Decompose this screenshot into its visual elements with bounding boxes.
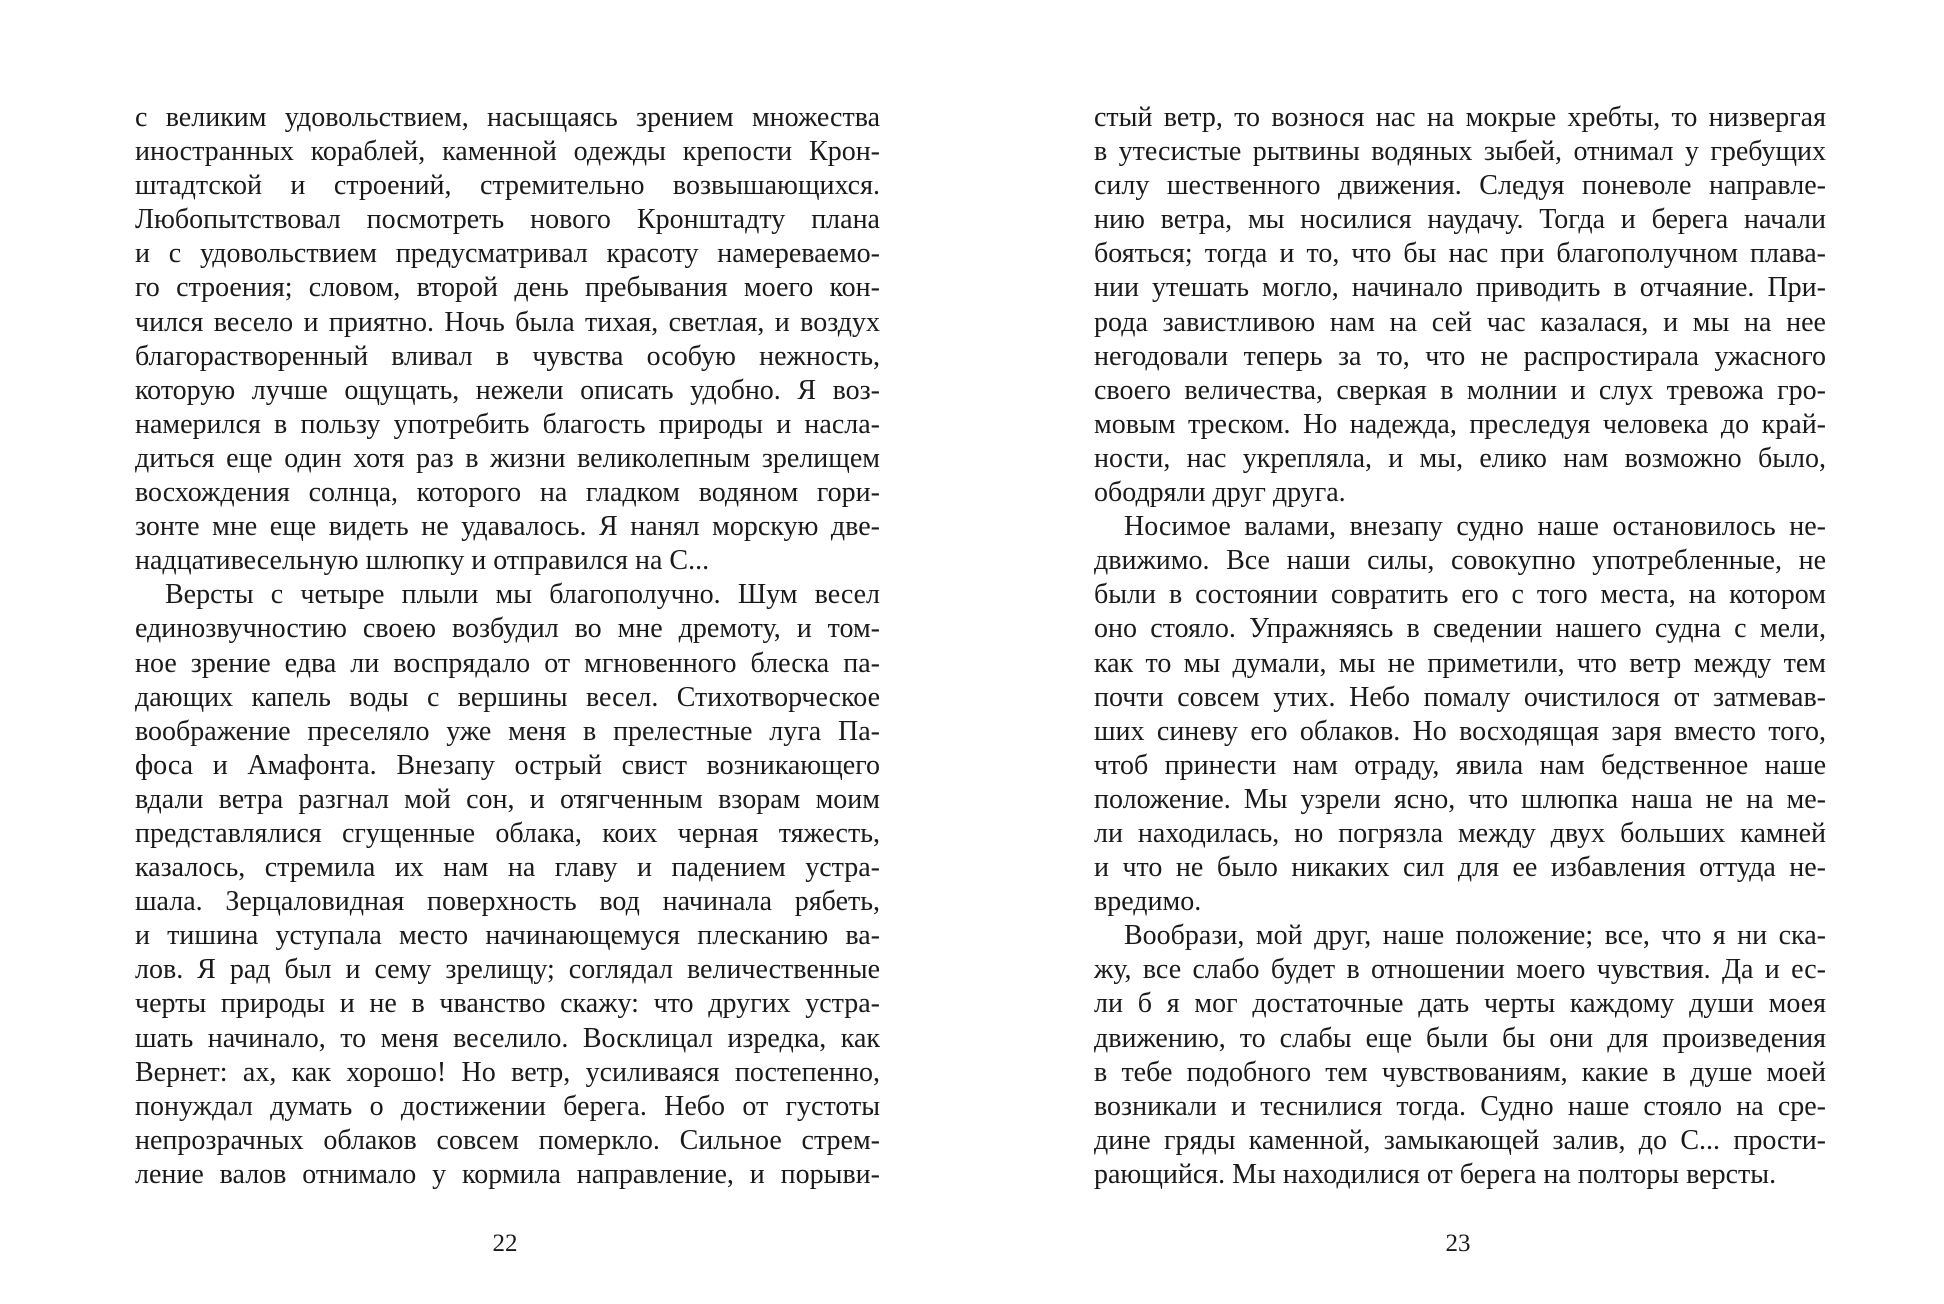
page-number-right: 23: [1445, 1230, 1471, 1257]
text-line: непрозрачных облаков совсем померкло. Сильное стрем-: [135, 1124, 880, 1156]
text-line: мовым треском. Но надежда, преследуя человека до край-: [1094, 408, 1826, 440]
text-line: нии утешать могло, начинало приводить в отчаяние. При-: [1094, 272, 1826, 304]
text-line: единозвучностию своею возбудил во мне дремоту, и том-: [135, 613, 880, 645]
text-line: с великим удовольствием, насыщаясь зрением множества: [135, 102, 880, 133]
text-line: намерился в пользу употребить благость природы и насла-: [135, 408, 880, 440]
text-line: движимо. Все наши силы, совокупно употребленные, не: [1094, 545, 1826, 577]
text-line: оно стояло. Упражняясь в сведении нашего судна с мели,: [1094, 613, 1826, 645]
text-line: шать начинало, то меня веселило. Восклицал изредка, как: [135, 1022, 880, 1054]
text-line: бояться; тогда и то, что бы нас при благополучном плава-: [1094, 238, 1826, 270]
text-line: ности, нас укрепляла, и мы, елико нам возможно было,: [1094, 442, 1826, 474]
text-line: ободряли друг друга.: [1094, 477, 1346, 509]
text-line: благорастворенный вливал в чувства особую нежность,: [135, 340, 880, 372]
text-line: силу шественного движения. Следуя поневоле направле-: [1094, 170, 1826, 202]
text-line: стый ветр, то вознося нас на мокрые хребты, то низвергая: [1094, 102, 1826, 133]
text-line: которую лучше ощущать, нежели описать удобно. Я воз-: [135, 374, 880, 406]
text-line: понуждал думать о достижении берега. Небо от густоты: [135, 1090, 880, 1122]
text-line: рающийся. Мы находилися от берега на полторы версты.: [1094, 1158, 1777, 1190]
text-line: и что не было никаких сил для ее избавления оттуда не-: [1094, 852, 1826, 884]
text-line: и тишина уступала место начинающемуся плесканию ва-: [135, 920, 880, 952]
text-line: ли б я мог достаточные дать черты каждому души моея: [1094, 988, 1826, 1020]
text-line: положение. Мы узрели ясно, что шлюпка наша не на ме-: [1094, 783, 1826, 815]
text-line: шала. Зерцаловидная поверхность вод начинала рябеть,: [135, 886, 880, 918]
text-line: рода завистливою нам на сей час казалася, и мы на нее: [1094, 306, 1826, 338]
text-line: ное зрение едва ли воспрядало от мгновенного блеска па-: [135, 647, 880, 679]
text-line: чтоб принести нам отраду, явила нам бедственное наше: [1094, 749, 1826, 781]
text-line: в утесистые рытвины водяных зыбей, отнимал у гребущих: [1094, 136, 1826, 168]
text-line: своего величества, сверкая в молнии и слух тревожа гро-: [1094, 374, 1826, 406]
text-line: вредимо.: [1094, 886, 1202, 918]
text-line: Версты с четыре плыли мы благополучно. Шум весел: [165, 579, 880, 611]
text-line: движению, то слабы еще были бы они для произведения: [1094, 1022, 1826, 1054]
text-line: ших синеву его облаков. Но восходящая заря вместо того,: [1094, 715, 1826, 747]
text-line: в тебе подобного тем чувствованиям, какие в душе моей: [1094, 1056, 1826, 1088]
text-line: зонте мне еще видеть не удавалось. Я нанял морскую две-: [135, 511, 880, 543]
text-line: представлялися сгущенные облака, коих черная тяжесть,: [135, 817, 880, 849]
text-line: ли находилась, но погрязла между двух больших камней: [1094, 817, 1826, 849]
text-line: Носимое валами, внезапу судно наше остановилось не-: [1124, 511, 1826, 543]
text-line: штадтской и строений, стремительно возвышающихся.: [135, 170, 880, 202]
page-number-left: 22: [492, 1230, 518, 1257]
text-line: черты природы и не в чванство скажу: что других устра-: [135, 988, 880, 1020]
text-line: казалось, стремила их нам на главу и падением устра-: [135, 852, 880, 884]
left-page-text: [135, 101, 880, 1192]
text-line: лов. Я рад был и сему зрелищу; соглядал величественные: [135, 954, 880, 986]
text-line: как то мы думали, мы не приметили, что ветр между тем: [1094, 647, 1826, 679]
text-line: го строения; словом, второй день пребывания моего кон-: [135, 272, 880, 304]
text-line: диться еще один хотя раз в жизни великолепным зрелищем: [135, 442, 880, 474]
text-line: Любопытствовал посмотреть нового Кронштадту плана: [135, 204, 880, 236]
text-line: Вообрази, мой друг, наше положение; все, что я ни ска-: [1124, 920, 1826, 952]
text-line: возникали и теснилися тогда. Судно наше стояло на сре-: [1094, 1090, 1826, 1122]
text-line: дине гряды каменной, замыкающей залив, до С... прости-: [1094, 1124, 1826, 1156]
right-page-text: [1094, 101, 1826, 1192]
text-line: были в состоянии совратить его с того места, на котором: [1094, 579, 1826, 611]
text-line: почти совсем утих. Небо помалу очистилося от затмевав-: [1094, 681, 1826, 713]
text-line: вдали ветра разгнал мой сон, и отягченным взорам моим: [135, 783, 880, 815]
text-line: восхождения солнца, которого на гладком водяном гори-: [135, 477, 880, 509]
text-line: ление валов отнимало у кормила направление, и порыви-: [135, 1158, 880, 1190]
text-line: иностранных кораблей, каменной одежды крепости Крон-: [135, 136, 880, 168]
text-line: чился весело и приятно. Ночь была тихая, светлая, и воздух: [135, 306, 880, 338]
text-line: Вернет: ах, как хорошо! Но ветр, усиливаяся постепенно,: [135, 1056, 880, 1088]
text-line: дающих капель воды с вершины весел. Стихотворческое: [135, 681, 880, 713]
text-line: нию ветра, мы носилися наудачу. Тогда и берега начали: [1094, 204, 1826, 236]
text-line: и с удовольствием предусматривал красоту намереваемо-: [135, 238, 880, 270]
text-line: фоса и Амафонта. Внезапу острый свист возникающего: [135, 749, 880, 781]
text-line: жу, все слабо будет в отношении моего чувствия. Да и ес-: [1094, 954, 1826, 986]
text-line: надцативесельную шлюпку и отправился на С...: [135, 545, 710, 577]
text-line: негодовали теперь за то, что не распростирала ужасного: [1094, 340, 1826, 372]
text-line: воображение преселяло уже меня в прелестные луга Па-: [135, 715, 880, 747]
